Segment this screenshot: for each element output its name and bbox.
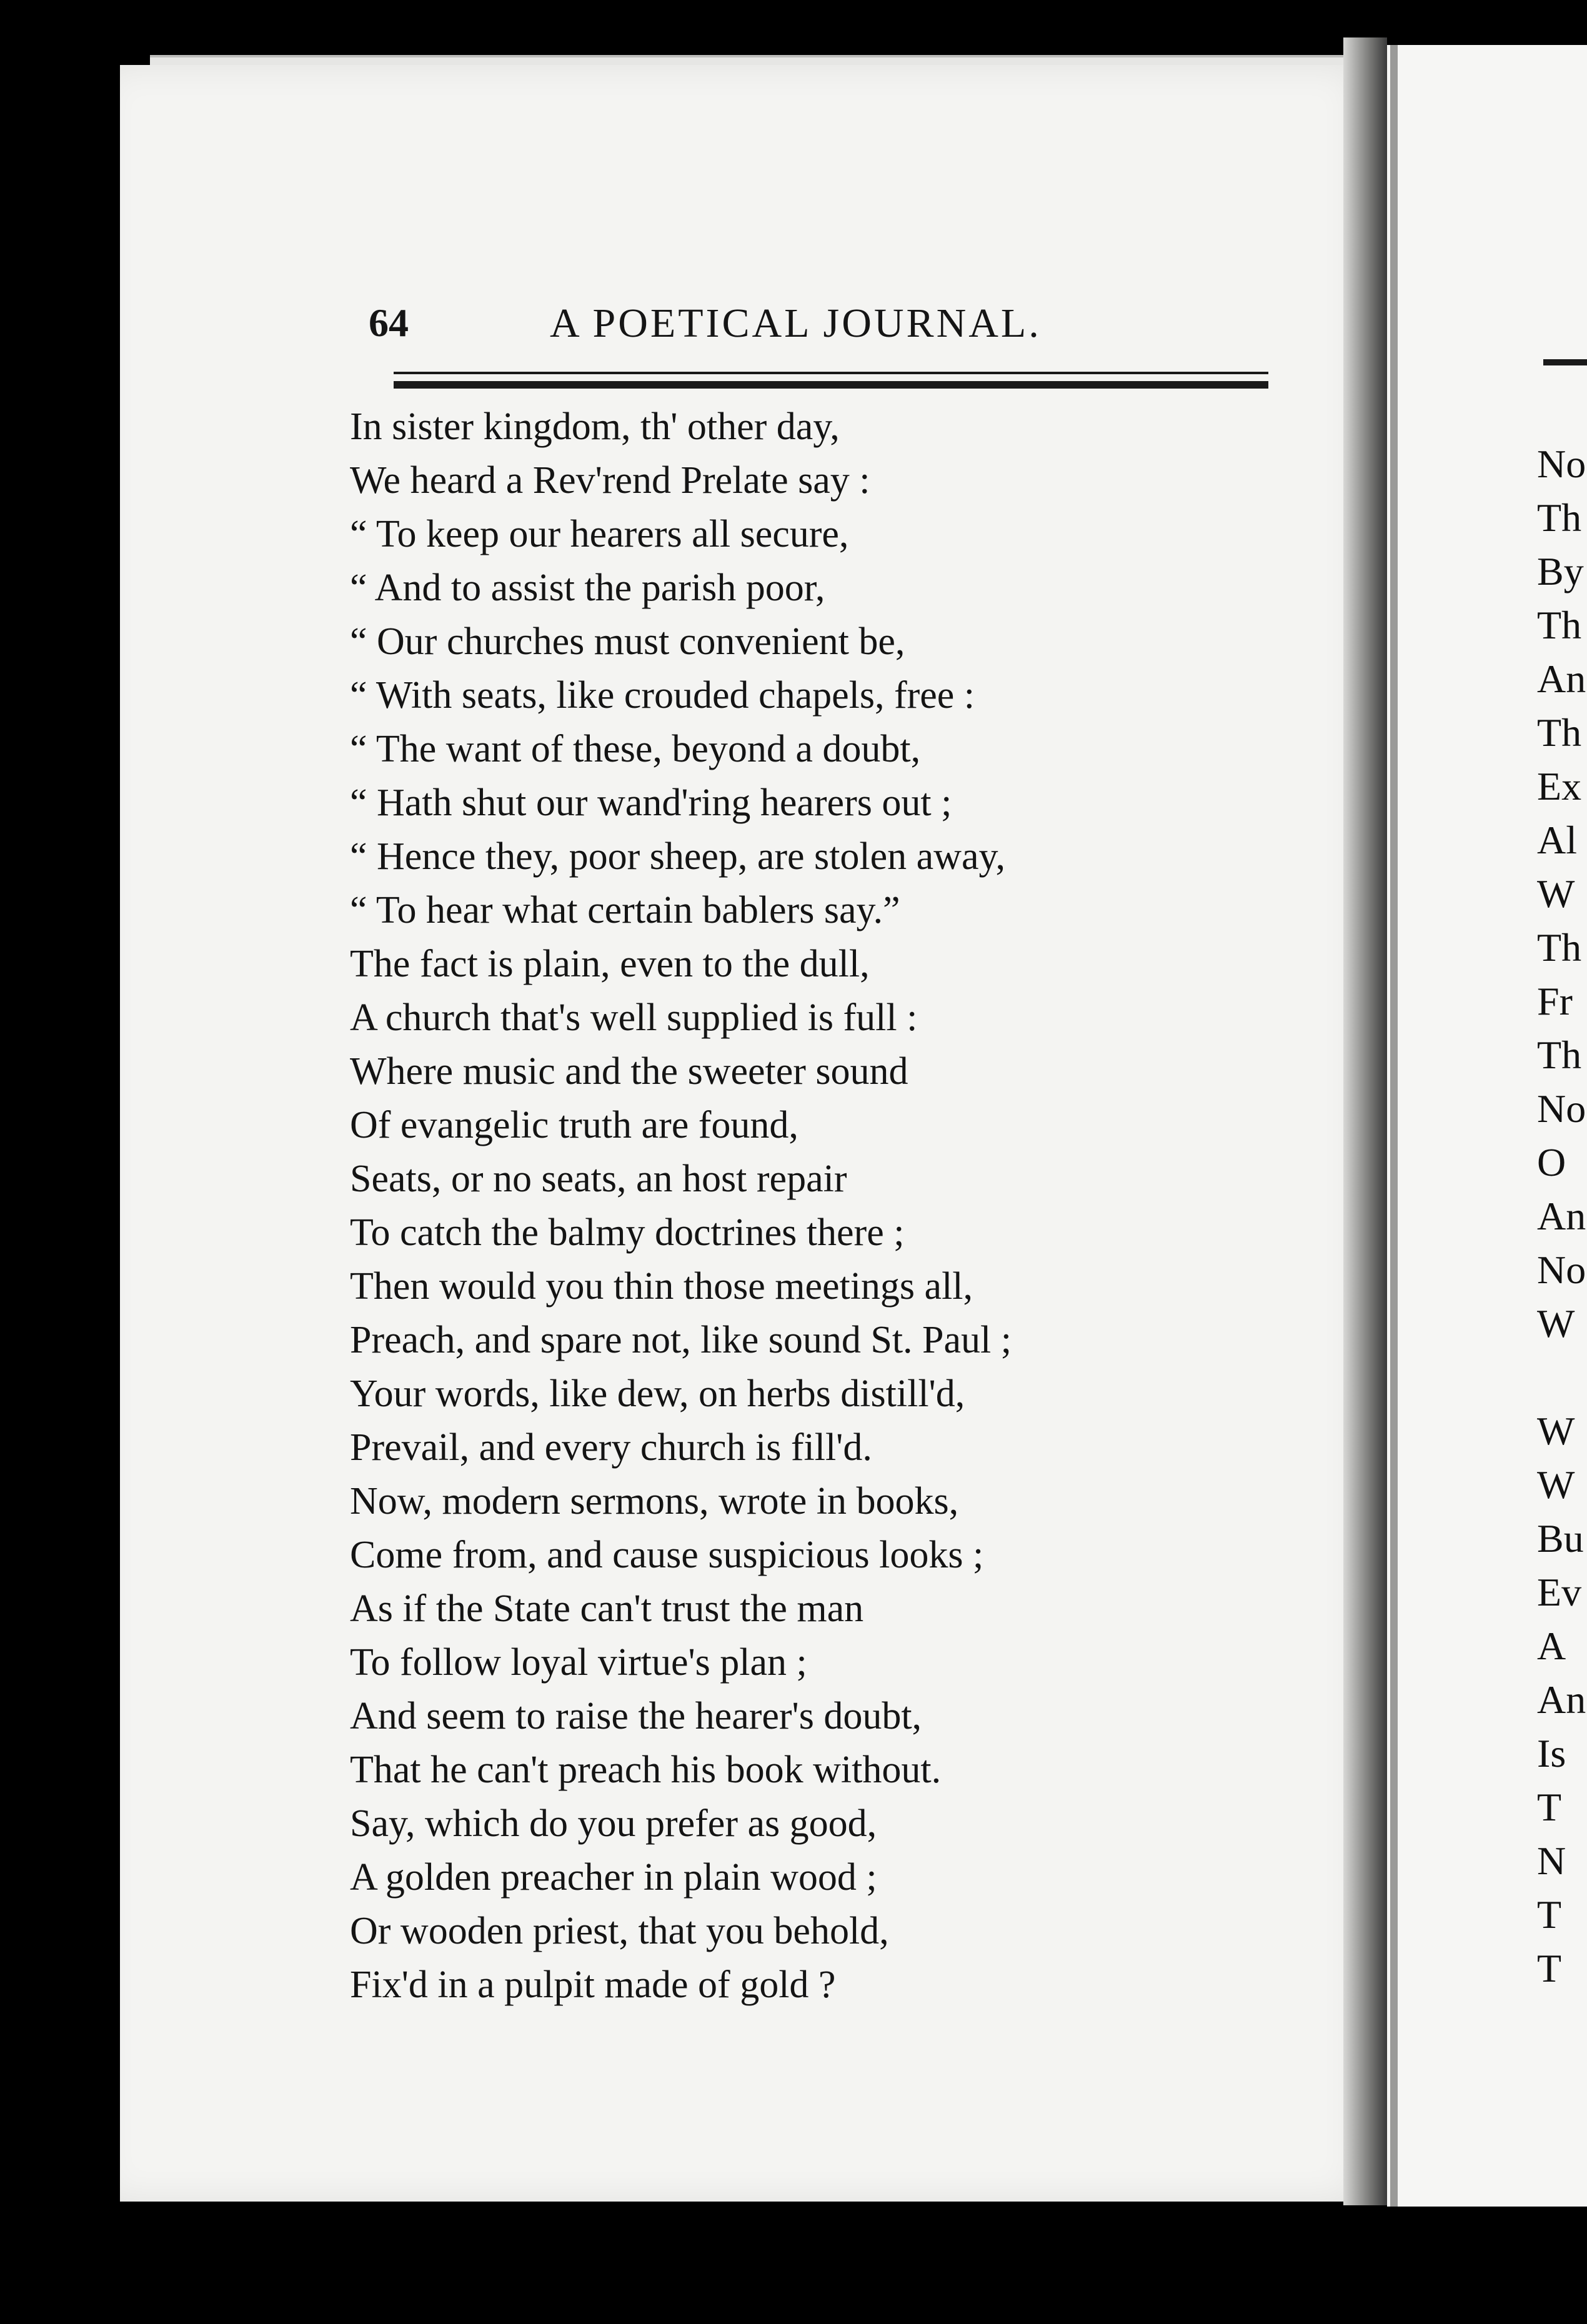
facing-page-line-start: Th [1537, 603, 1582, 647]
page-header [369, 300, 1231, 369]
poem-line: “ To hear what certain bablers say.” [350, 889, 900, 931]
facing-page-line-start: An [1537, 657, 1586, 701]
facing-page-line-start: By [1537, 549, 1584, 593]
poem-line: Preach, and spare not, like sound St. Paul ; [350, 1319, 1012, 1361]
poem-line: Now, modern sermons, wrote in books, [350, 1480, 959, 1522]
poem-line: “ With seats, like crouded chapels, free : [350, 674, 975, 717]
poem-line: Prevail, and every church is fill'd. [350, 1426, 872, 1469]
poem-line: As if the State can't trust the man [350, 1587, 864, 1630]
book-gutter [1343, 37, 1387, 2205]
poem-line: “ And to assist the parish poor, [350, 567, 825, 609]
poem-line: Come from, and cause suspicious looks ; [350, 1534, 984, 1576]
poem-line: Say, which do you prefer as good, [350, 1802, 877, 1845]
poem-line: And seem to raise the hearer's doubt, [350, 1695, 922, 1737]
poem-line: A church that's well supplied is full : [350, 996, 918, 1039]
facing-page-line-start: No [1537, 1248, 1586, 1292]
facing-page-line-start: W [1537, 1462, 1575, 1507]
poem-line: Where music and the sweeter sound [350, 1050, 908, 1093]
facing-page-line-start: Fr [1537, 979, 1573, 1023]
poem-line: In sister kingdom, th' other day, [350, 405, 840, 448]
poem-line: Fix'd in a pulpit made of gold ? [350, 1964, 836, 2006]
facing-page-line-start: W [1537, 872, 1575, 916]
poem-line: Seats, or no seats, an host repair [350, 1158, 847, 1200]
facing-page-line-start: Ev [1537, 1570, 1582, 1614]
facing-page-line-start: N [1537, 1839, 1566, 1883]
facing-page-line-start: Ex [1537, 764, 1582, 808]
poem-line: Or wooden priest, that you behold, [350, 1910, 889, 1952]
facing-page-line-start: Th [1537, 710, 1582, 755]
poem-line: Of evangelic truth are found, [350, 1104, 798, 1146]
facing-page-line-start: T [1537, 1946, 1562, 1990]
facing-page-rule [1543, 359, 1587, 365]
poem-line: “ Our churches must convenient be, [350, 620, 905, 663]
poem-line: To catch the balmy doctrines there ; [350, 1211, 905, 1254]
right-page-edge [1390, 45, 1398, 2207]
poem-line: Then would you thin those meetings all, [350, 1265, 973, 1308]
poem-line: The fact is plain, even to the dull, [350, 943, 870, 985]
header-rule-thick [394, 381, 1268, 389]
facing-page-line-start: A [1537, 1624, 1566, 1668]
poem-line: “ Hath shut our wand'ring hearers out ; [350, 782, 952, 824]
poem-line: A golden preacher in plain wood ; [350, 1856, 877, 1899]
facing-page-line-start: Th [1537, 1033, 1582, 1077]
facing-page-line-start: Al [1537, 818, 1577, 862]
poem-line: “ Hence they, poor sheep, are stolen away, [350, 835, 1005, 878]
poem-line: “ The want of these, beyond a doubt, [350, 728, 921, 770]
facing-page-line-start: Is [1537, 1731, 1566, 1775]
facing-page-line-start: O [1537, 1140, 1566, 1184]
facing-page-line-start [1537, 1351, 1587, 1404]
facing-page-line-start: No [1537, 1086, 1586, 1131]
page-number: 64 [369, 300, 409, 345]
poem-line: Your words, like dew, on herbs distill'd, [350, 1373, 965, 1415]
facing-page-line-start: No [1537, 442, 1586, 486]
poem-line: We heard a Rev'rend Prelate say : [350, 459, 870, 502]
facing-page-line-starts [1537, 437, 1587, 1995]
facing-page-line-start: Th [1537, 495, 1582, 540]
facing-page-line-start: Bu [1537, 1516, 1584, 1561]
poem-line: That he can't preach his book without. [350, 1749, 942, 1791]
facing-page-line-start: An [1537, 1194, 1586, 1238]
facing-page-line-start: An [1537, 1677, 1586, 1722]
facing-page-line-start: W [1537, 1301, 1575, 1346]
poem-line: To follow loyal virtue's plan ; [350, 1641, 807, 1684]
running-head: A POETICAL JOURNAL. [550, 300, 1042, 346]
facing-page-line-start: W [1537, 1409, 1575, 1453]
facing-page-line-start: T [1537, 1785, 1562, 1829]
header-rule-thin [394, 372, 1268, 374]
facing-page-line-start: T [1537, 1892, 1562, 1937]
facing-page-line-start: Th [1537, 925, 1582, 970]
poem-line: “ To keep our hearers all secure, [350, 513, 849, 555]
poem-body [350, 400, 1287, 2012]
